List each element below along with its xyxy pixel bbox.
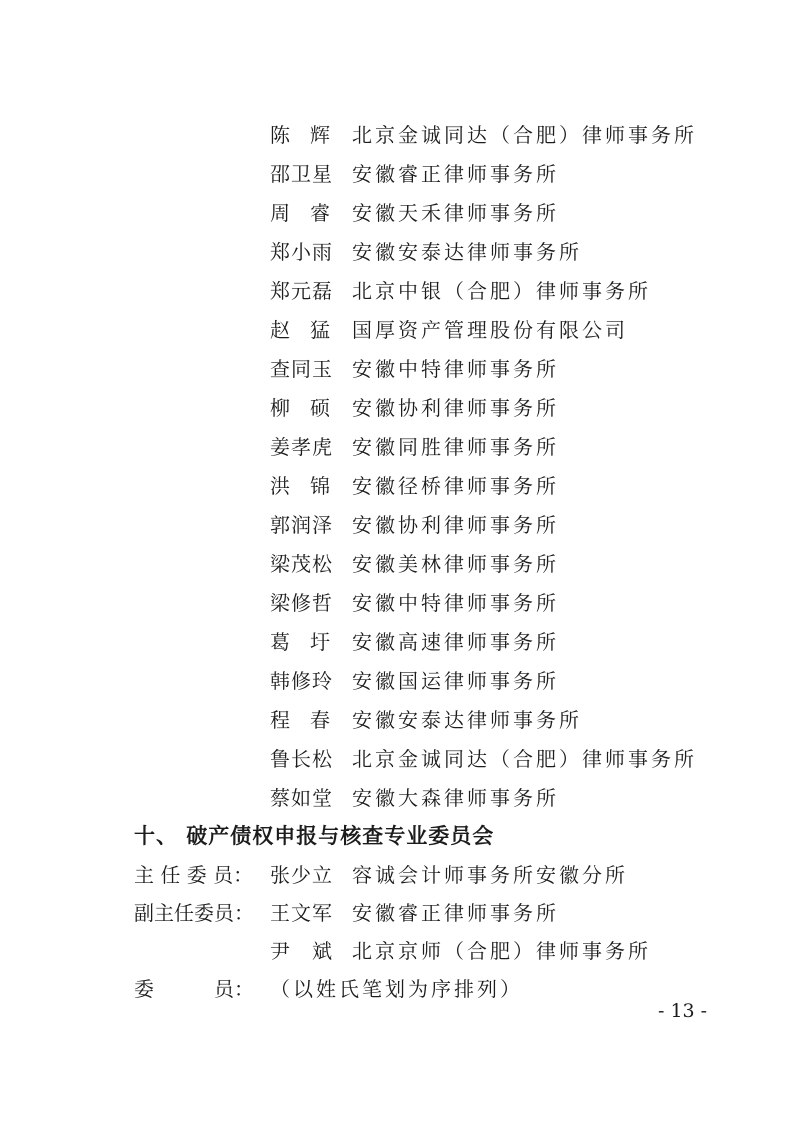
member-organization: 安徽中特律师事务所 (352, 591, 559, 615)
member-row (270, 588, 559, 618)
member-row (270, 354, 559, 384)
member-row (270, 705, 582, 735)
member-organization: 北京金诚同达（合肥）律师事务所 (352, 123, 697, 147)
member-organization: 安徽同胜律师事务所 (352, 435, 559, 459)
member-row (270, 198, 559, 228)
member-row (270, 237, 582, 267)
member-organization: 安徽安泰达律师事务所 (352, 708, 582, 732)
member-name: 郑元磊 (270, 279, 333, 303)
member-organization: 安徽天禾律师事务所 (352, 201, 559, 225)
member-name: 邵卫星 (270, 162, 333, 186)
member-row (270, 432, 559, 462)
member-organization: 安徽径桥律师事务所 (352, 474, 559, 498)
member-name: 梁茂松 (270, 552, 333, 576)
member-name: 蔡如堂 (270, 786, 333, 810)
member-name: 梁修哲 (270, 591, 333, 615)
member-name: 程 春 (270, 708, 330, 732)
members-ordering-note: （以姓氏笔划为序排列） (270, 977, 523, 1001)
member-row (270, 783, 559, 813)
member-organization: 安徽高速律师事务所 (352, 630, 559, 654)
member-organization: 北京中银（合肥）律师事务所 (352, 279, 651, 303)
members-label-row (134, 974, 523, 1004)
member-row (270, 471, 559, 501)
member-organization: 国厚资产管理股份有限公司 (352, 318, 628, 342)
member-row (270, 393, 559, 423)
deputy-director-row (270, 936, 651, 966)
member-row (270, 549, 559, 579)
member-organization: 安徽中特律师事务所 (352, 357, 559, 381)
deputy-director-label: 副主任委员： (134, 901, 254, 925)
member-row (270, 744, 697, 774)
member-row (270, 315, 628, 345)
member-name: 鲁长松 (270, 747, 333, 771)
member-name: 郭润泽 (270, 513, 333, 537)
member-organization: 安徽国运律师事务所 (352, 669, 559, 693)
member-organization: 安徽安泰达律师事务所 (352, 240, 582, 264)
member-row (270, 276, 651, 306)
member-name: 陈 辉 (270, 123, 330, 147)
member-name: 柳 硕 (270, 396, 330, 420)
page-number: - 13 - (658, 1000, 708, 1022)
member-name: 洪 锦 (270, 474, 330, 498)
member-row (270, 159, 559, 189)
member-organization: 安徽协利律师事务所 (352, 513, 559, 537)
member-row (270, 666, 559, 696)
deputy-director-row (134, 898, 559, 928)
deputy-director-name: 尹 斌 (270, 939, 333, 963)
director-organization: 容诚会计师事务所安徽分所 (352, 863, 628, 887)
member-organization: 安徽大森律师事务所 (352, 786, 559, 810)
member-name: 葛 圩 (270, 630, 330, 654)
director-name: 张少立 (270, 863, 333, 887)
deputy-director-organization: 北京京师（合肥）律师事务所 (352, 939, 651, 963)
member-name: 郑小雨 (270, 240, 333, 264)
member-row (270, 510, 559, 540)
section-heading: 十、 破产债权申报与核查专业委员会 (134, 823, 495, 848)
director-label: 主 任 委 员： (134, 863, 254, 887)
members-label: 委 员： (134, 977, 254, 1001)
member-row (270, 120, 697, 150)
member-row (270, 627, 559, 657)
member-organization: 安徽美林律师事务所 (352, 552, 559, 576)
member-name: 周 睿 (270, 201, 330, 225)
member-name: 姜孝虎 (270, 435, 333, 459)
member-name: 韩修玲 (270, 669, 333, 693)
member-name: 查同玉 (270, 357, 333, 381)
member-organization: 安徽睿正律师事务所 (352, 162, 559, 186)
deputy-director-organization: 安徽睿正律师事务所 (352, 901, 559, 925)
member-organization: 安徽协利律师事务所 (352, 396, 559, 420)
director-row (134, 860, 628, 890)
member-organization: 北京金诚同达（合肥）律师事务所 (352, 747, 697, 771)
deputy-director-name: 王文军 (270, 901, 333, 925)
member-name: 赵 猛 (270, 318, 330, 342)
